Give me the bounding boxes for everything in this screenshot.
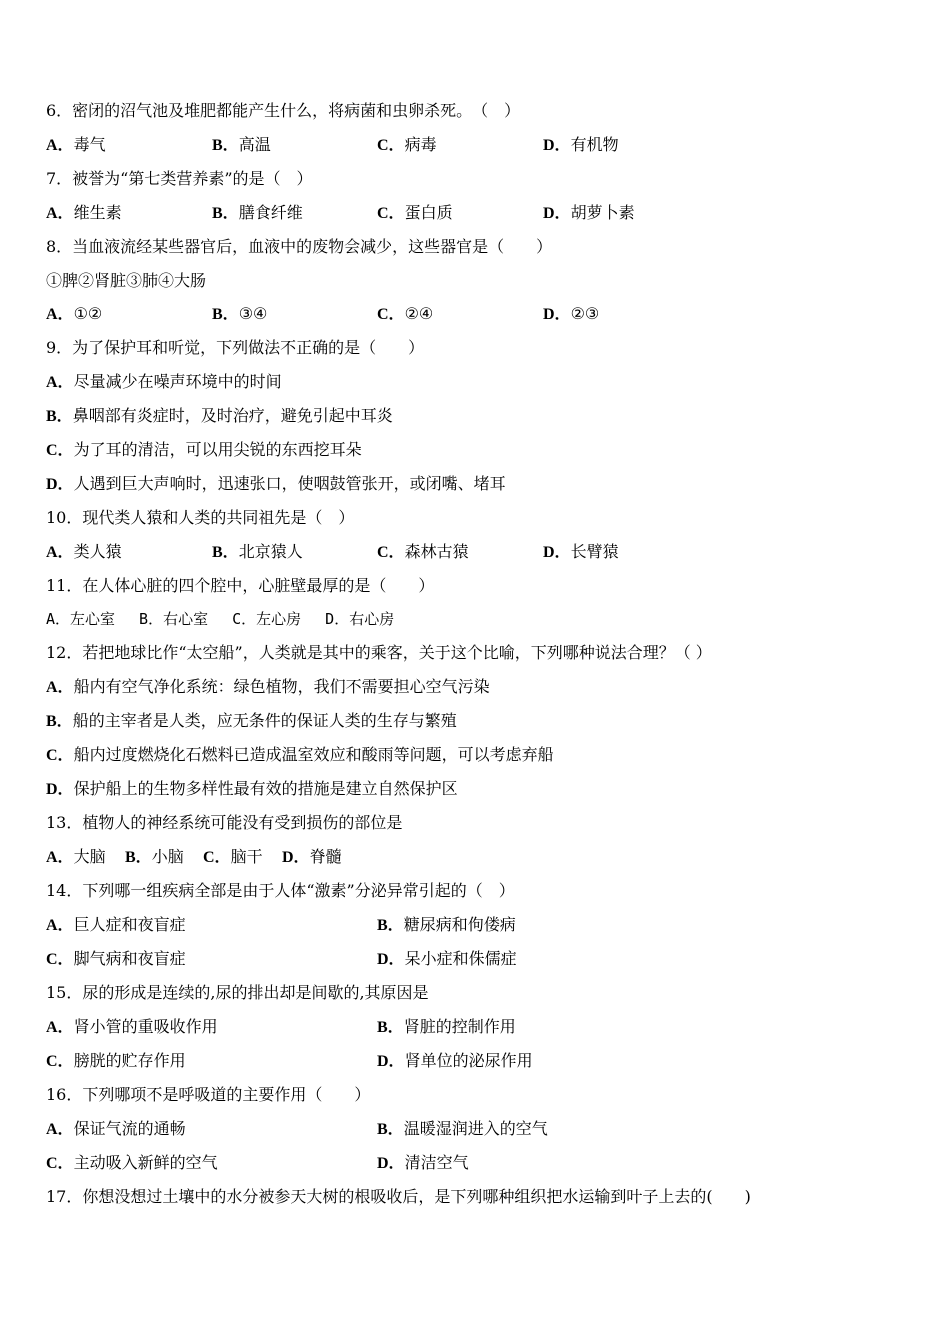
option-a: A．类人猿 <box>46 542 122 561</box>
question-12-option-a: A．船内有空气净化系统：绿色植物，我们不需要担心空气污染 <box>46 677 490 696</box>
option-b: B．肾脏的控制作用 <box>377 1017 516 1036</box>
question-11-options: A．左心室 B．右心室 C．左心房 D．右心房 <box>46 610 395 628</box>
question-15-options-row2 <box>46 1044 906 1078</box>
question-14-stem: 14．下列哪一组疾病全部是由于人体“激素”分泌异常引起的（ ） <box>46 881 515 900</box>
question-12-stem: 12．若把地球比作“太空船”，人类就是其中的乘客，关于这个比喻，下列哪种说法合理？（ ） <box>46 643 712 662</box>
question-14-options-row2 <box>46 942 906 976</box>
option-c: C．脑干 <box>203 847 263 866</box>
question-7-stem: 7．被誉为“第七类营养素”的是（ ） <box>46 169 313 188</box>
question-14-options-row1 <box>46 908 906 942</box>
option-d: D．肾单位的泌尿作用 <box>377 1051 533 1070</box>
option-d: D．②③ <box>543 304 600 323</box>
question-6-options <box>46 128 906 162</box>
option-c: C．脚气病和夜盲症 <box>46 949 186 968</box>
question-11-stem: 11．在人体心脏的四个腔中，心脏壁最厚的是（ ） <box>46 576 435 595</box>
option-c: C．膀胱的贮存作用 <box>46 1051 186 1070</box>
question-15-stem: 15．尿的形成是连续的,尿的排出却是间歇的,其原因是 <box>46 983 429 1002</box>
option-b: B．③④ <box>212 304 268 323</box>
question-7-options <box>46 196 906 230</box>
option-a: A．巨人症和夜盲症 <box>46 915 186 934</box>
option-b: B．糖尿病和佝偻病 <box>377 915 516 934</box>
question-17-stem: 17．你想没想过土壤中的水分被参天大树的根吸收后，是下列哪种组织把水运输到叶子上去的( ) <box>46 1187 751 1206</box>
option-d: D．脊髓 <box>282 847 342 866</box>
option-c: C．主动吸入新鲜的空气 <box>46 1153 218 1172</box>
question-8-extra: ①脾②肾脏③肺④大肠 <box>46 271 207 290</box>
question-12-option-c: C．船内过度燃烧化石燃料已造成温室效应和酸雨等问题，可以考虑弃船 <box>46 745 554 764</box>
option-c: C．森林古猿 <box>377 542 469 561</box>
question-13-stem: 13．植物人的神经系统可能没有受到损伤的部位是 <box>46 813 403 832</box>
question-10-stem: 10．现代类人猿和人类的共同祖先是（ ） <box>46 508 355 527</box>
option-a: A．毒气 <box>46 135 106 154</box>
question-12-option-d: D．保护船上的生物多样性最有效的措施是建立自然保护区 <box>46 779 458 798</box>
option-b: B．温暖湿润进入的空气 <box>377 1119 548 1138</box>
question-9-option-c: C．为了耳的清洁，可以用尖锐的东西挖耳朵 <box>46 440 362 459</box>
question-16-options-row2 <box>46 1146 906 1180</box>
question-13-options <box>46 840 446 874</box>
option-b: B．北京猿人 <box>212 542 303 561</box>
question-10-options <box>46 535 906 569</box>
question-16-options-row1 <box>46 1112 906 1146</box>
question-9-stem: 9．为了保护耳和听觉，下列做法不正确的是（ ） <box>46 338 425 357</box>
option-a: A．维生素 <box>46 203 122 222</box>
option-c: C．病毒 <box>377 135 437 154</box>
question-8-stem: 8．当血液流经某些器官后，血液中的废物会减少，这些器官是（ ） <box>46 237 553 256</box>
option-c: C．蛋白质 <box>377 203 453 222</box>
option-a: A．保证气流的通畅 <box>46 1119 186 1138</box>
question-6-stem: 6．密闭的沼气池及堆肥都能产生什么，将病菌和虫卵杀死。 （ ） <box>46 101 521 120</box>
question-9-option-b: B．鼻咽部有炎症时，及时治疗，避免引起中耳炎 <box>46 406 393 425</box>
option-d: D．清洁空气 <box>377 1153 469 1172</box>
option-a: A．大脑 <box>46 847 106 866</box>
question-12-option-b: B．船的主宰者是人类，应无条件的保证人类的生存与繁殖 <box>46 711 457 730</box>
option-c: C．②④ <box>377 304 434 323</box>
question-16-stem: 16．下列哪项不是呼吸道的主要作用（ ） <box>46 1085 371 1104</box>
option-d: D．有机物 <box>543 135 619 154</box>
option-d: D．胡萝卜素 <box>543 203 635 222</box>
option-d: D．长臂猿 <box>543 542 619 561</box>
question-8-options <box>46 297 906 331</box>
question-9-option-a: A．尽量减少在噪声环境中的时间 <box>46 372 282 391</box>
option-a: A．肾小管的重吸收作用 <box>46 1017 218 1036</box>
option-b: B．高温 <box>212 135 271 154</box>
option-a: A．①② <box>46 304 103 323</box>
question-9-option-d: D．人遇到巨大声响时，迅速张口，使咽鼓管张开，或闭嘴、堵耳 <box>46 474 506 493</box>
question-15-options-row1 <box>46 1010 906 1044</box>
option-b: B．小脑 <box>125 847 184 866</box>
option-d: D．呆小症和侏儒症 <box>377 949 517 968</box>
option-b: B．膳食纤维 <box>212 203 303 222</box>
